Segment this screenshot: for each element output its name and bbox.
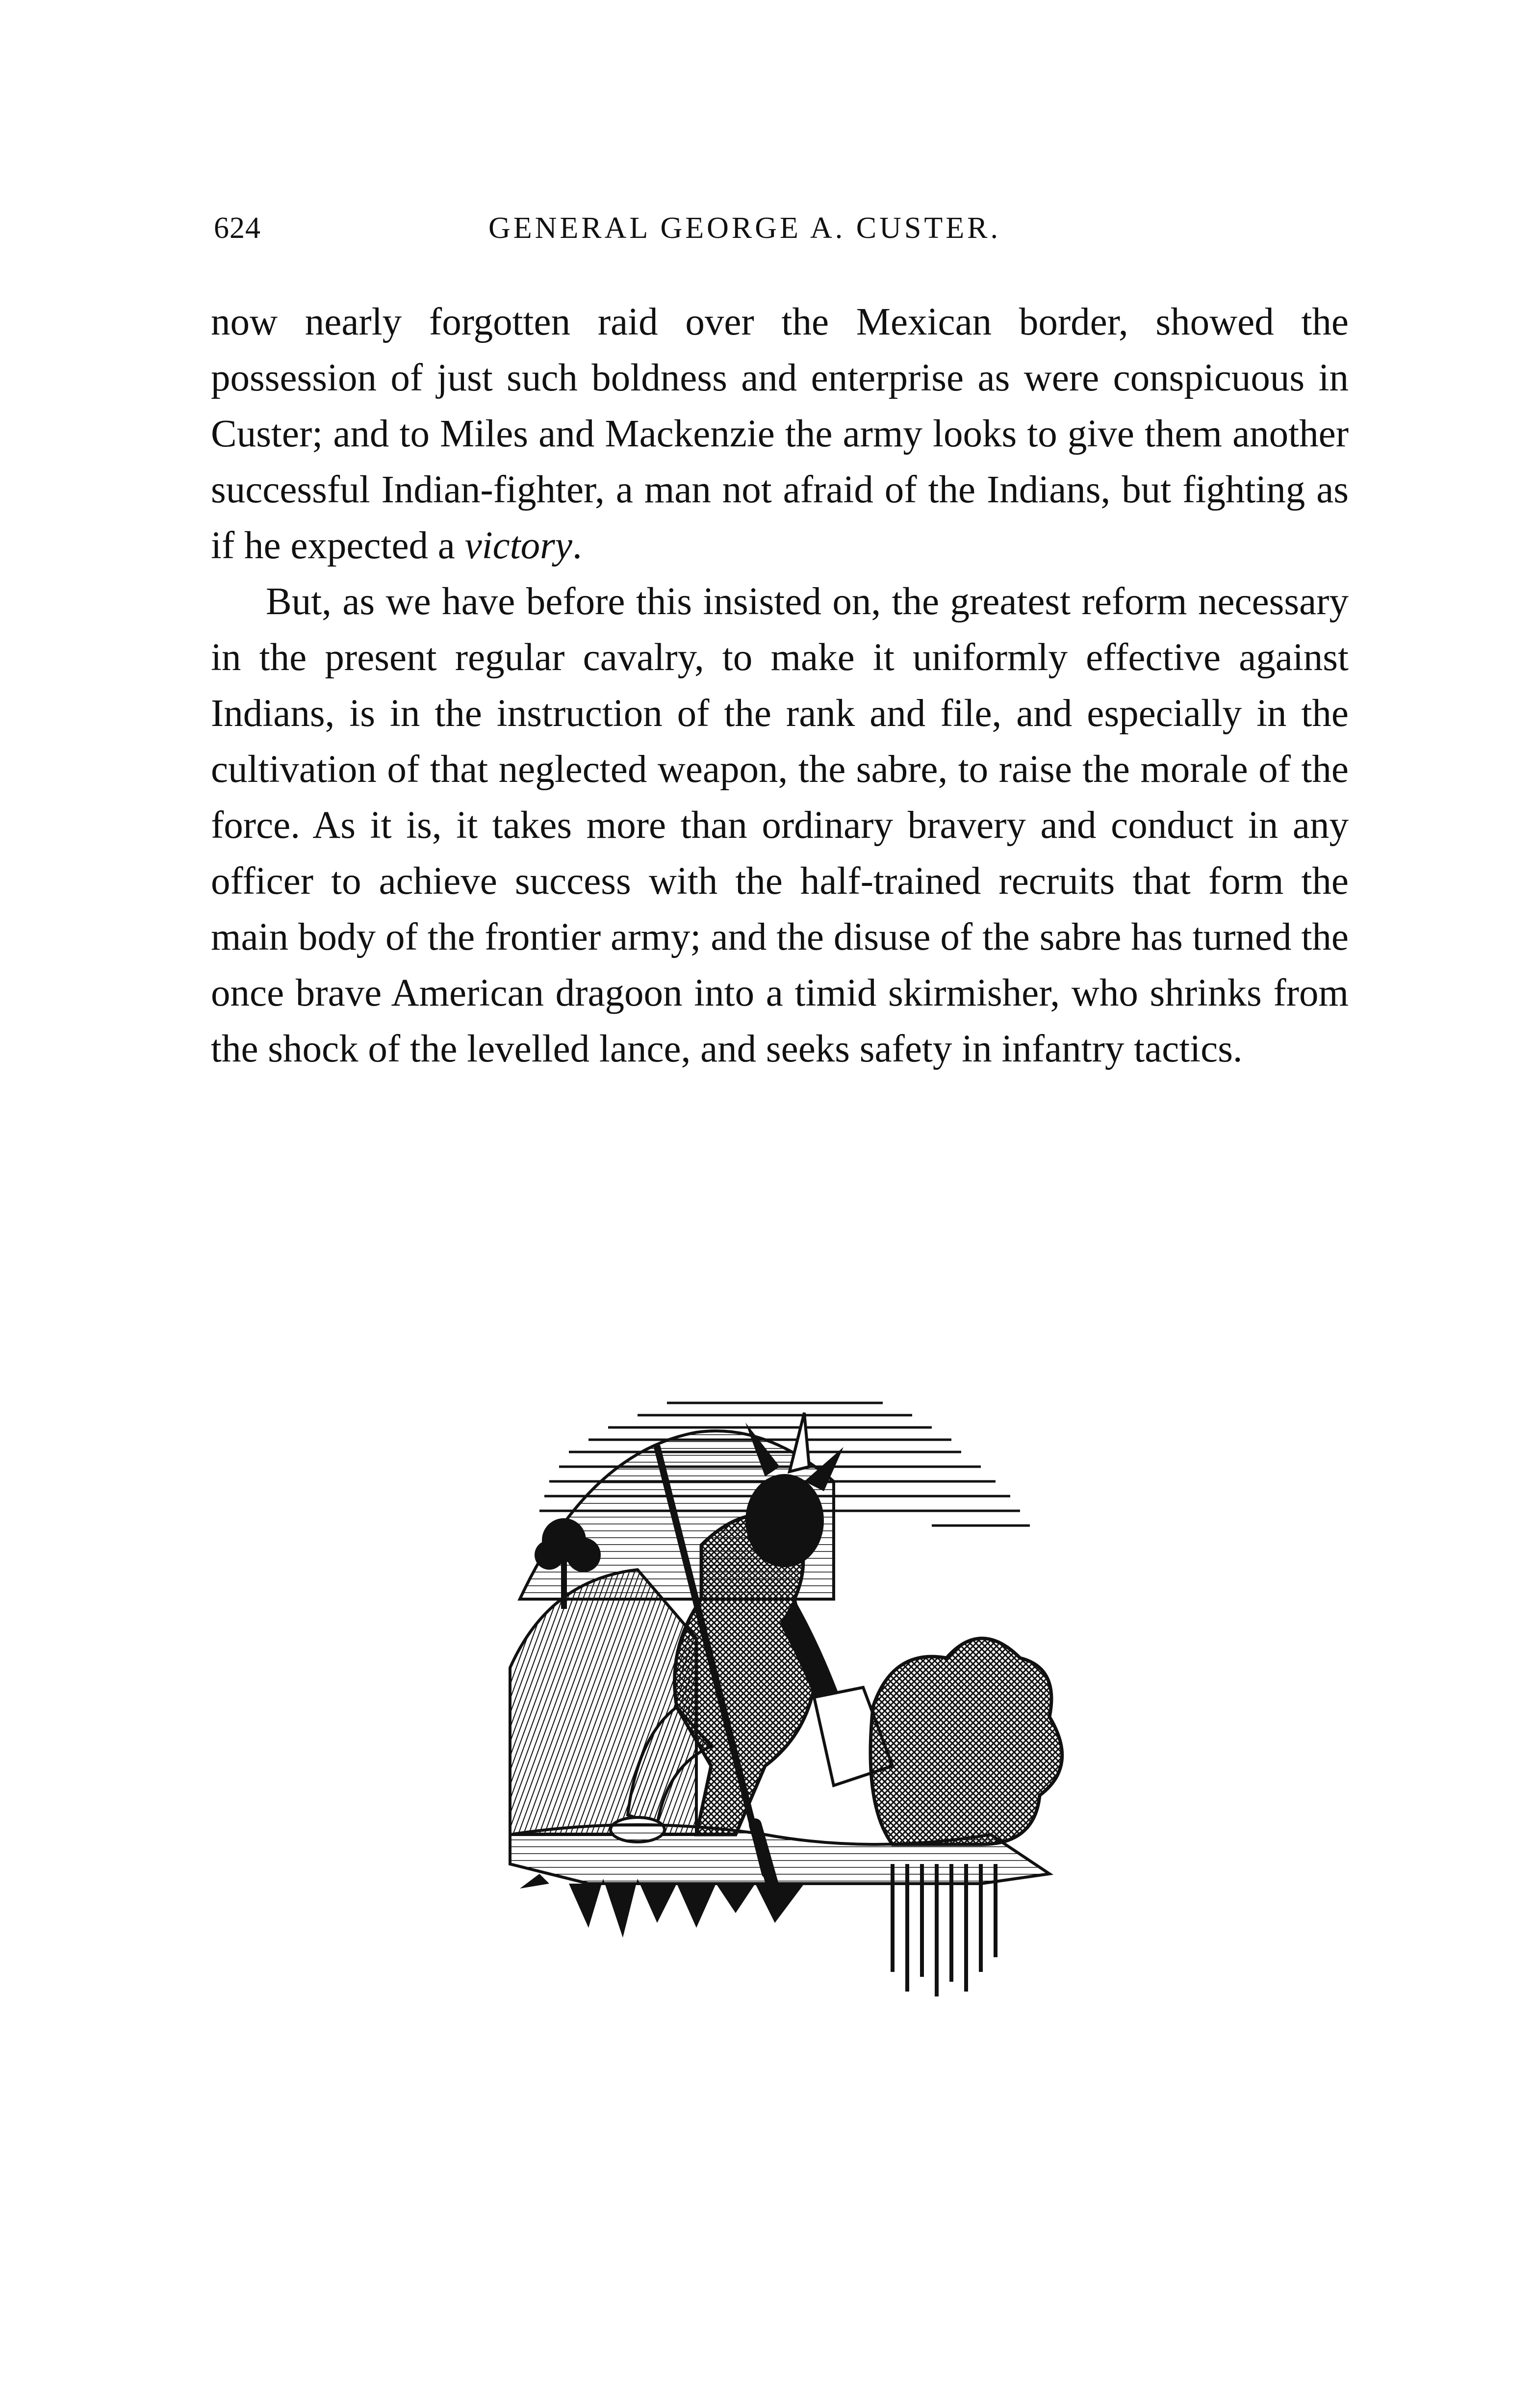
page-number: 624	[214, 211, 261, 245]
paragraph-1-italic: victory	[464, 524, 572, 567]
paragraph-1	[211, 294, 1349, 574]
paragraph-2: But, as we have before this insisted on, the greatest reform necessary in the present regular cavalry, to make it uniformly effective against Indians, is in the instruction of the rank and file, and especially in the cultivation of that neglected weapon, the sabre, to raise the morale of the force. As it is, it takes more than ordinary bravery and conduct in any officer to achieve success with the half-trained recruits that form the main body of the frontier army; and the disuse of the sabre has turned the once brave American dragoon into a timid skirmisher, who shrinks from the shock of the levelled lance, and seeks safety in infantry tactics.	[211, 580, 1349, 1070]
running-title: GENERAL GEORGE A. CUSTER.	[488, 211, 1001, 245]
running-head	[214, 211, 1349, 250]
bushes	[870, 1638, 1062, 1844]
woodcut-engraving-icon	[490, 1393, 1108, 2011]
paragraph-1-text: now nearly forgotten raid over the Mexican border, showed the possession of just such boldness and enterprise as were conspicuous in Custer; and to Miles and Mackenzie the army looks to give them another successful Indian-fighter, a man not afraid of the Indians, but fighting as if he expected a	[211, 301, 1349, 567]
body-text	[211, 294, 1349, 1077]
paragraph-1-end: .	[572, 524, 582, 567]
woodcut-illustration	[490, 1393, 1108, 2011]
